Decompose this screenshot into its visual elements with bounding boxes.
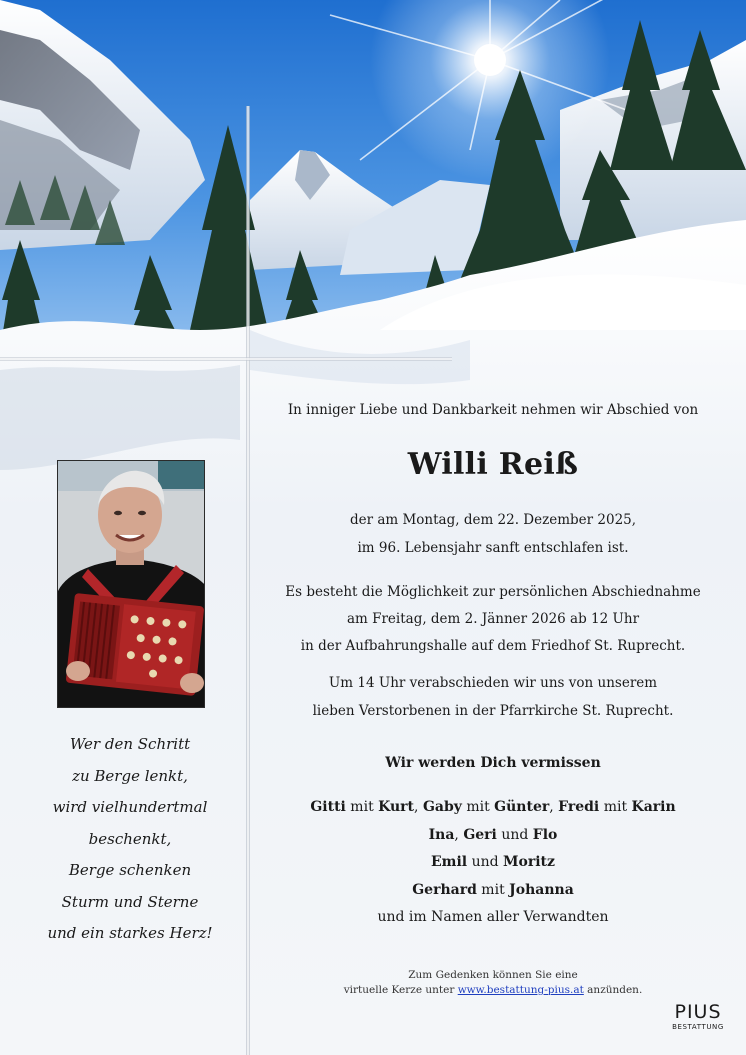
poem-line: zu Berge lenkt, xyxy=(72,766,188,785)
intro-text: In inniger Liebe und Dankbarkeit nehmen wir Abschied von xyxy=(287,402,699,418)
family-line xyxy=(264,822,722,850)
miss-heading: Wir werden Dich vermissen xyxy=(385,755,601,771)
cross-vertical-bar xyxy=(246,106,250,1055)
family-name: Fredi xyxy=(558,799,600,815)
family-name: Emil xyxy=(431,854,468,870)
family-line: und im Namen aller Verwandten xyxy=(377,909,609,925)
memorial-text: virtuelle Kerze unter xyxy=(343,984,458,996)
death-line: im 96. Lebensjahr sanft entschlafen ist. xyxy=(357,540,629,556)
family-name: Flo xyxy=(532,826,558,843)
memorial-line: Zum Gedenken können Sie eine xyxy=(408,969,578,981)
pius-logo xyxy=(668,1002,728,1036)
family-line xyxy=(264,877,722,905)
family-name: Moritz xyxy=(503,854,555,870)
family-list xyxy=(264,794,722,932)
poem-line: Wer den Schritt xyxy=(69,735,191,753)
farewell-line: lieben Verstorbenen in der Pfarrkirche St. Ruprecht. xyxy=(312,703,674,719)
memorial-link[interactable]: www.bestattung-pius.at xyxy=(457,984,584,996)
family-name: Karin xyxy=(631,799,676,815)
poem-line: Berge schenken xyxy=(68,861,192,879)
family-name: Gaby xyxy=(422,799,462,815)
family-name: Geri xyxy=(463,826,497,843)
viewing-info xyxy=(264,579,722,660)
family-connector: , xyxy=(549,799,559,815)
family-name: Ina xyxy=(428,826,455,843)
cross-horizontal-bar xyxy=(0,357,452,361)
family-connector: und xyxy=(496,826,533,843)
family-line xyxy=(264,849,722,877)
family-connector: mit xyxy=(461,799,495,815)
death-notice xyxy=(264,506,722,562)
poem-line: Sturm und Sterne xyxy=(61,892,199,911)
family-name: Gitti xyxy=(310,799,346,815)
viewing-line: am Freitag, dem 2. Jänner 2026 ab 12 Uhr xyxy=(346,611,640,627)
farewell-info xyxy=(264,669,722,725)
family-name: Günter xyxy=(494,799,550,815)
viewing-line: Es besteht die Möglichkeit zur persönlichen Abschiednahme xyxy=(285,584,701,600)
family-connector: , xyxy=(414,799,423,815)
portrait-photo xyxy=(57,460,205,708)
memorial-line xyxy=(264,983,722,998)
family-line xyxy=(264,794,722,822)
family-name: Kurt xyxy=(378,799,415,815)
poem xyxy=(30,729,230,950)
family-connector: und xyxy=(467,854,504,870)
memorial-note xyxy=(264,968,722,998)
viewing-line: in der Aufbahrungshalle auf dem Friedhof St. Ruprecht. xyxy=(300,638,686,654)
poem-line: und ein starkes Herz! xyxy=(47,924,213,942)
poem-line: beschenkt, xyxy=(88,829,172,848)
poem-line: wird vielhundertmal xyxy=(52,798,208,816)
family-connector: mit xyxy=(599,799,632,815)
family-connector: mit xyxy=(345,799,379,815)
deceased-name: Willi Reiß xyxy=(407,447,579,482)
family-name: Gerhard xyxy=(412,881,477,898)
family-connector: mit xyxy=(476,881,510,898)
farewell-line: Um 14 Uhr verabschieden wir uns von unserem xyxy=(328,675,658,691)
logo-subtitle: BESTATTUNG xyxy=(672,1023,724,1031)
logo-word: PIUS xyxy=(674,1001,722,1023)
death-line: der am Montag, dem 22. Dezember 2025, xyxy=(349,512,637,528)
family-name: Johanna xyxy=(509,881,574,898)
memorial-text: anzünden. xyxy=(583,984,643,996)
family-connector: , xyxy=(454,826,464,843)
